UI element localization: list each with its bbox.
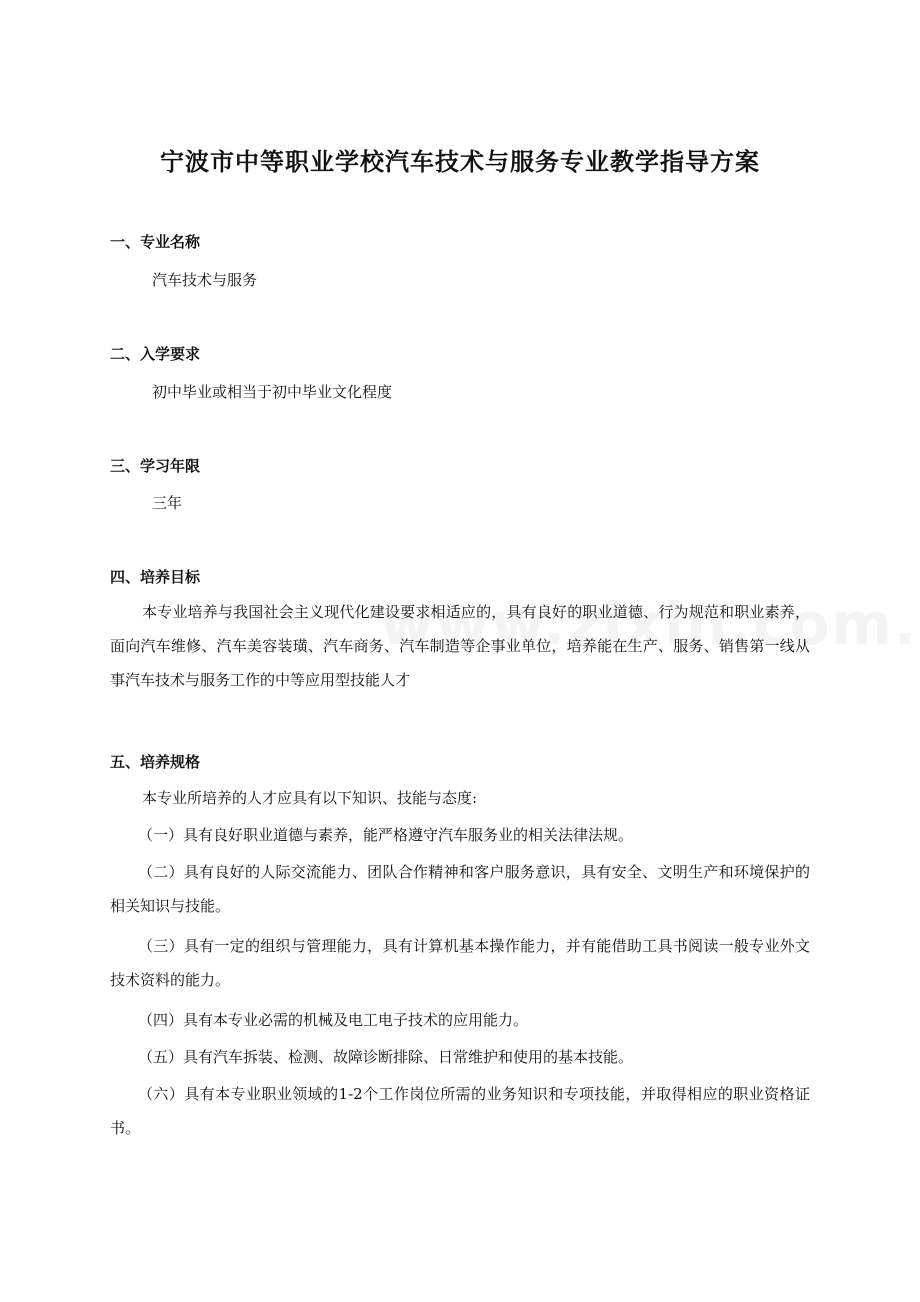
list-item: （一）具有良好职业道德与素养，能严格遵守汽车服务业的相关法律法规。 (138, 826, 634, 844)
list-item: （六）具有本专业职业领域的1-2个工作岗位所需的业务知识和专项技能，并取得相应的职业资格证书。 (110, 1085, 810, 1137)
section-heading-major-name: 一、专业名称 (110, 233, 201, 251)
section-heading-admission: 二、入学要求 (110, 345, 201, 363)
section-heading-objectives: 四、培养目标 (110, 568, 201, 586)
section-content-admission: 初中毕业或相当于初中毕业文化程度 (152, 383, 393, 401)
section-content-objectives: 本专业培养与我国社会主义现代化建设要求相适应的，具有良好的职业道德、行为规范和职业素养，面向汽车维修、汽车美容装璜、汽车商务、汽车制造等企事业单位，培养能在生产、服务、销售第一线从事汽车技术与服务工作的中等应用型技能人才 (110, 603, 810, 689)
section-content-duration: 三年 (152, 494, 183, 512)
section-heading-duration: 三、学习年限 (110, 457, 201, 475)
list-item: （二）具有良好的人际交流能力、团队合作精神和客户服务意识，具有安全、文明生产和环境保护的相关知识与技能。 (110, 863, 810, 915)
section-intro-specifications: 本专业所培养的人才应具有以下知识、技能与态度: (142, 789, 478, 807)
list-item: （五）具有汽车拆装、检测、故障诊断排除、日常维护和使用的基本技能。 (138, 1048, 634, 1066)
list-item: （三）具有一定的组织与管理能力，具有计算机基本操作能力，并有能借助工具书阅读一般专业外文技术资料的能力。 (110, 937, 810, 989)
section-heading-specifications: 五、培养规格 (110, 753, 201, 771)
document-title: 宁波市中等职业学校汽车技术与服务专业教学指导方案 (160, 147, 760, 176)
list-item: （四）具有本专业必需的机械及电工电子技术的应用能力。 (138, 1011, 529, 1029)
section-content-major-name: 汽车技术与服务 (152, 271, 258, 289)
